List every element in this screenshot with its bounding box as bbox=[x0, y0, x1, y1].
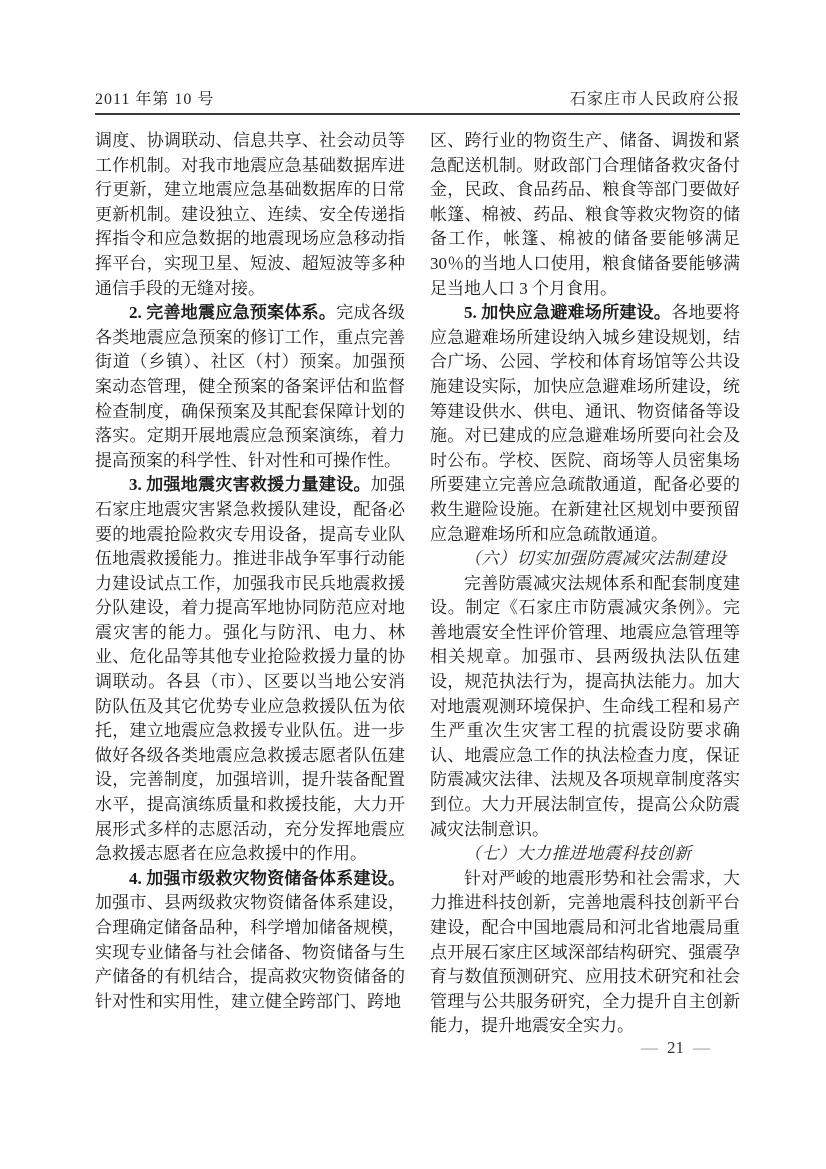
paragraph-text: 完成各级各类地震应急预案的修订工作，重点完善街道（乡镇）、社区（村）预案。加强预案动态管理，健全预案的备案评估和监督检查制度，确保预案及其配套保障计划的落实。定期开展地震应急预案演练，着力提高预案的科学性、针对性和可操作性。 bbox=[95, 303, 406, 470]
right-column bbox=[430, 129, 740, 1039]
document-body bbox=[95, 129, 740, 1039]
paragraph bbox=[95, 129, 405, 301]
header bbox=[95, 86, 740, 109]
paragraph bbox=[430, 867, 740, 1039]
paragraph bbox=[430, 572, 740, 843]
subheading-text: （七）大力推进地震科技创新 bbox=[464, 844, 692, 864]
paragraph bbox=[95, 867, 405, 1015]
paragraph-lead: 2. 完善地震应急预案体系。 bbox=[129, 303, 337, 323]
footer-page-number bbox=[641, 1038, 710, 1058]
paragraph-text: 区、跨行业的物资生产、储备、调拨和紧急配送机制。财政部门合理储备救灾备付金，民政、食品药品、粮食等部门要做好帐篷、棉被、药品、粮食等救灾物资的储备工作，帐篷、棉被的储备要能够满足30％的当地人口使用，粮食储备要能够满足当地人口 3 个月食用。 bbox=[430, 131, 740, 298]
page-number-dash-left: — bbox=[641, 1038, 658, 1057]
paragraph-text: 各地要将应急避难场所建设纳入城乡建设规划，结合广场、公园、学校和体育场馆等公共设施建设实际，加快应急避难场所建设，统筹建设供水、供电、通讯、物资储备等设施。对已建成的应急避难场所要向社会及时公布。学校、医院、商场等人员密集场所要建立完善应急疏散通道，配备必要的救生避险设施。在新建社区规划中要预留应急避难场所和应急疏散通道。 bbox=[430, 303, 741, 544]
paragraph-lead: 5. 加快应急避难场所建设。 bbox=[464, 303, 672, 323]
paragraph-text: 加强石家庄地震灾害紧急救援队建设，配备必要的地震抢险救灾专用设备，提高专业队伍地震救援能力。推进非战争军事行动能力建设试点工作，加强我市民兵地震救援分队建设，着力提高军地协同防范应对地震灾害的能力。强化与防汛、电力、林业、危化品等其他专业抢险救援力量的协调联动。各县（市）、区要以当地公安消防队伍及其它优势专业应急救援队伍为依托，建立地震应急救援专业队伍。进一步做好各级各类地震应急救援志愿者队伍建设，完善制度，加强培训，提升装备配置水平，提高演练质量和救援技能，大力开展形式多样的志愿活动，充分发挥地震应急救援志愿者在应急救援中的作用。 bbox=[95, 475, 406, 864]
paragraph bbox=[95, 301, 405, 473]
paragraph bbox=[430, 301, 740, 547]
paragraph-text: 完善防震减灾法规体系和配套制度建设。制定《石家庄市防震减灾条例》。完善地震安全性评价管理、地震应急管理等相关规章。加强市、县两级执法队伍建设，规范执法行为，提高执法能力。加大对地震观测环境保护、生命线工程和易产生严重次生灾害工程的抗震设防要求确认、地震应急工作的执法检查力度，保证防震减灾法律、法规及各项规章制度落实到位。大力开展法制宣传，提高公众防震减灾法制意识。 bbox=[430, 573, 740, 839]
header-gazette-title: 石家庄市人民政府公报 bbox=[569, 91, 740, 108]
paragraph-text: 针对严峻的地震形势和社会需求，大力推进科技创新，完善地震科技创新平台建设，配合中国地震局和河北省地震局重点开展石家庄区域深部结构研究、强震孕育与数值预测研究、应用技术研究和社会管理与公共服务研究，全力提升自主创新能力，提升地震安全实力。 bbox=[430, 868, 740, 1036]
section-subheading bbox=[430, 547, 740, 572]
paragraph-lead: 3. 加强地震灾害救援力量建设。 bbox=[129, 475, 371, 495]
page-number: 21 bbox=[667, 1038, 684, 1057]
paragraph-text: 加强市、县两级救灾物资储备体系建设，合理确定储备品种，科学增加储备规模，实现专业储备与社会储备、物资储备与生产储备的有机结合，提高救灾物资储备的针对性和实用性，建立健全跨部门、跨地 bbox=[95, 893, 405, 1011]
page-number-dash-right: — bbox=[693, 1038, 710, 1057]
subheading-text: （六）切实加强防震减灾法制建设 bbox=[464, 549, 727, 569]
header-issue-label: 2011 年第 10 号 bbox=[95, 91, 215, 108]
paragraph-text: 调度、协调联动、信息共享、社会动员等工作机制。对我市地震应急基础数据库进行更新，建立地震应急基础数据库的日常更新机制。建设独立、连续、安全传递指挥指令和应急数据的地震现场应急移动指挥平台，实现卫星、短波、超短波等多种通信手段的无缝对接。 bbox=[95, 131, 405, 298]
left-column bbox=[95, 129, 405, 1039]
section-subheading bbox=[430, 842, 740, 867]
paragraph bbox=[95, 473, 405, 867]
header-rule bbox=[95, 113, 740, 115]
paragraph bbox=[430, 129, 740, 301]
paragraph-lead: 4. 加强市级救灾物资储备体系建设。 bbox=[129, 868, 405, 888]
